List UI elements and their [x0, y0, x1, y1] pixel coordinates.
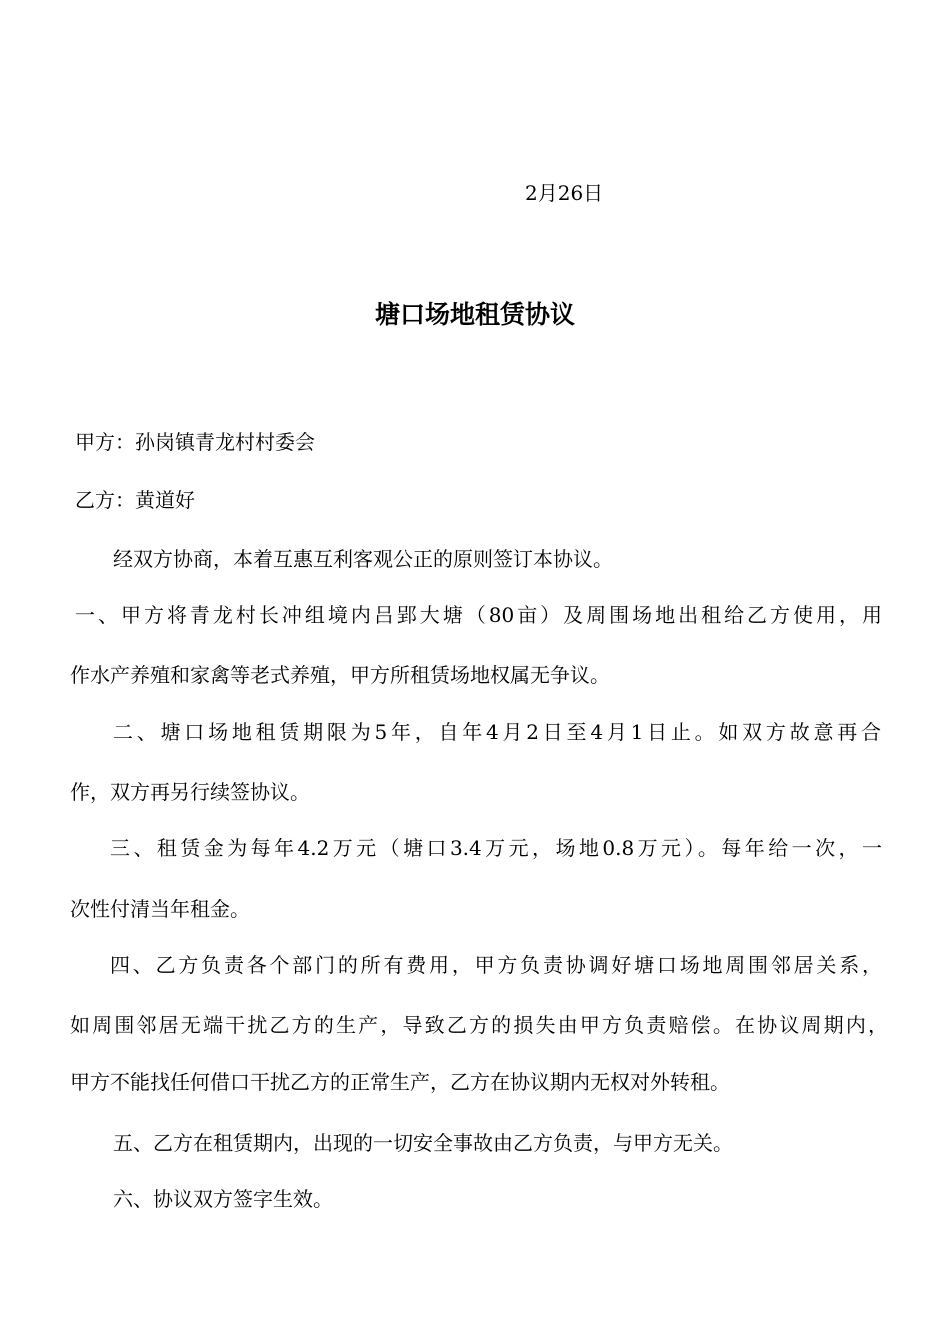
clause-3-line-2: 次性付清当年租金。: [70, 897, 250, 921]
clause-2-line-1: 二、塘口场地租赁期限为5年，自年4月2日至4月1日止。如双方故意再合: [113, 720, 881, 744]
clause-2-line-2: 作，双方再另行续签协议。: [70, 780, 310, 804]
clause-1-line-1: 一、甲方将青龙村长冲组境内吕郢大塘（80亩）及周围场地出租给乙方使用，用: [75, 603, 882, 627]
document-title: 塘口场地租赁协议: [374, 300, 575, 329]
clause-4-line-2: 如周围邻居无端干扰乙方的生产，导致乙方的损失由甲方负责赔偿。在协议周期内，: [70, 1013, 888, 1037]
party-b: 乙方：黄道好: [75, 488, 195, 512]
clause-1-line-2: 作水产养殖和家禽等老式养殖，甲方所租赁场地权属无争议。: [70, 663, 610, 687]
party-a: 甲方：孙岗镇青龙村村委会: [75, 430, 315, 454]
clause-6: 六、协议双方签字生效。: [113, 1187, 333, 1211]
clause-4-line-3: 甲方不能找任何借口干扰乙方的正常生产，乙方在协议期内无权对外转租。: [70, 1070, 730, 1094]
intro-paragraph: 经双方协商，本着互惠互利客观公正的原则签订本协议。: [113, 547, 613, 571]
clause-4-line-1: 四、乙方负责各个部门的所有费用，甲方负责协调好塘口场地周围邻居关系，: [110, 953, 882, 977]
document-date: 2月26日: [525, 181, 604, 205]
clause-5: 五、乙方在租赁期内，出现的一切安全事故由乙方负责，与甲方无关。: [113, 1131, 733, 1155]
clause-3-line-1: 三、租赁金为每年4.2万元（塘口3.4万元，场地0.8万元）。每年给一次，一: [110, 836, 882, 860]
